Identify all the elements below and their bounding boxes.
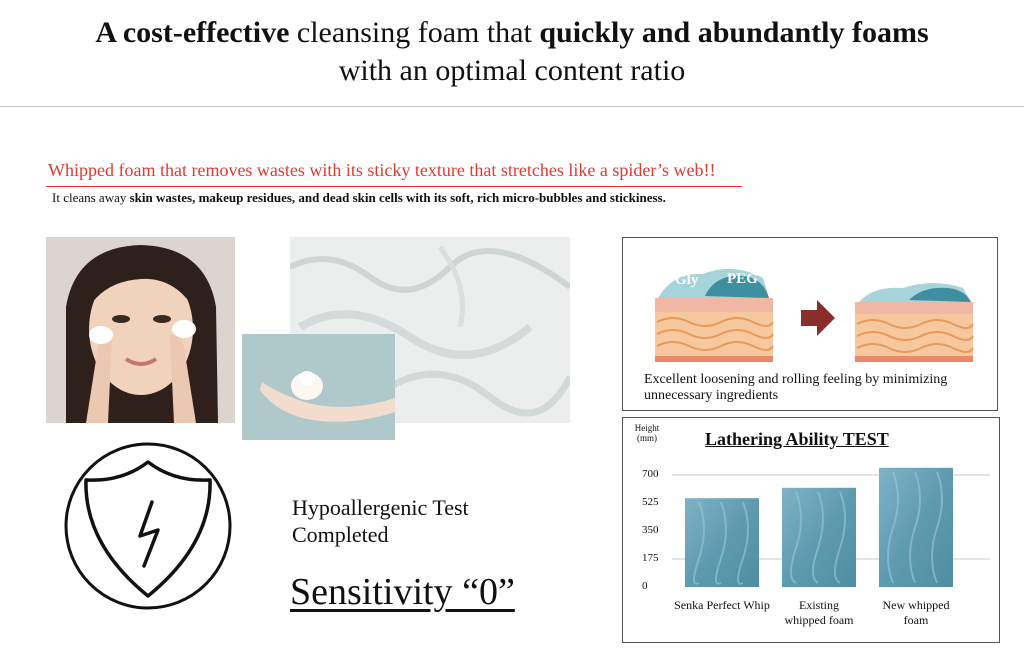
x-category-label (861, 598, 971, 628)
peg-small-label: PEG (705, 256, 723, 266)
x-category-label-line: foam (903, 613, 929, 627)
peg-label: PEG (727, 271, 758, 287)
headline: Whipped foam that removes wastes with its sticky texture that stretches like a spider’s web!! (48, 160, 716, 180)
y-unit-line-2: (mm) (637, 433, 657, 443)
x-category-label-line: whipped foam (784, 613, 854, 627)
x-category-label-line: Existing (798, 598, 839, 612)
title-text-2: cleansing foam that (289, 16, 540, 49)
y-unit-line-1: Height (634, 423, 660, 433)
hypo-line-1: Hypoallergenic Test (292, 495, 469, 520)
x-category-label (667, 598, 777, 613)
hypo-line-2: Completed (292, 522, 389, 547)
sensitivity-label: Sensitivity “0” (290, 571, 515, 613)
y-tick-label: 350 (642, 524, 659, 536)
y-tick-label: 525 (642, 496, 659, 508)
x-category-label (764, 598, 874, 628)
subline-lead: It cleans away (52, 190, 130, 205)
chart-title: Lathering Ability TEST (705, 429, 889, 449)
title-line-2: with an optimal content ratio (338, 54, 686, 87)
gly-label: Gly (675, 272, 699, 288)
diagram-caption: Excellent loosening and rolling feeling by minimizing unnecessary ingredients (644, 372, 948, 403)
y-tick-label: 175 (642, 552, 659, 564)
y-tick-label: 0 (642, 580, 648, 592)
title-bold-1: A cost-effective (95, 16, 290, 49)
bar-2 (782, 488, 856, 587)
x-category-label-line: Senka Perfect Whip (674, 598, 770, 612)
y-tick-label: 700 (642, 468, 659, 480)
subline-bold: skin wastes, makeup residues, and dead skin cells with its soft, rich micro-bubbles and stickiness. (129, 190, 666, 205)
title-bold-3: quickly and abundantly foams (539, 16, 929, 49)
x-category-label-line: New whipped (882, 598, 950, 612)
